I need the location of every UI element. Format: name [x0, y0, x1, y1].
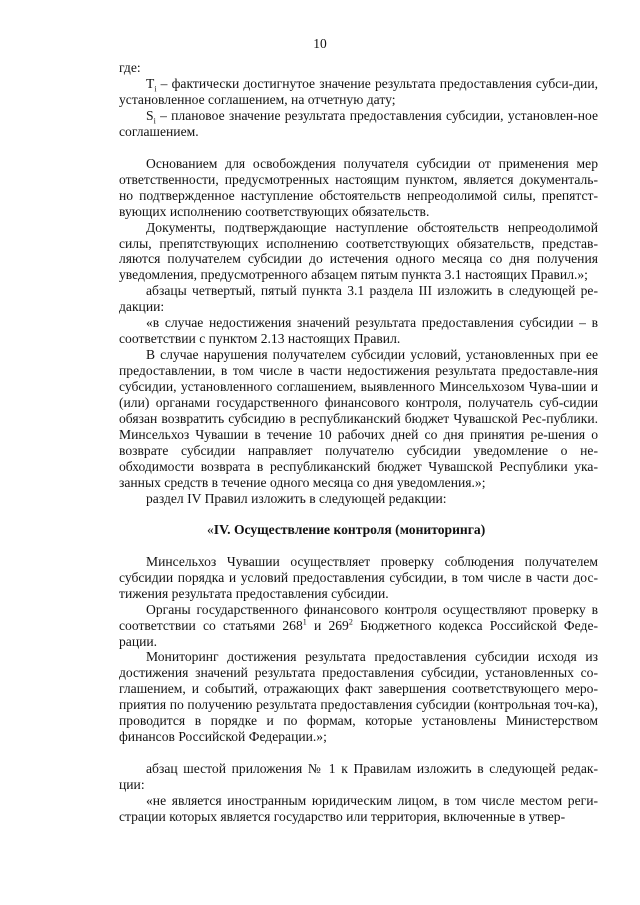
paragraph-ministry-inspection: Минсельхоз Чувашии осуществляет проверку соблюдения получателем субсидии порядка и условий предоставления субсидии, в том числе в части дос-тижения результата предоставления субсидии. [119, 553, 598, 601]
paragraph-monitoring: Мониторинг достижения результата предоставления субсидии исходя из достижения значений результата предоставления субсидии, установленных со-глашением, и событий, отражающих факт завершения соответствующего меро-приятия по получению результата предоставления субсидии (контрольная точ-ка), проводится в порядке и по формам, которые установлены Министерством финансов Российской Федерации.»; [119, 649, 598, 745]
financial-control-text-1: Органы государственного финансового контроля осуществляют проверку в соответствии со статьями 268 [119, 601, 598, 633]
heading-quote-mark: « [207, 521, 214, 537]
paragraph-ti-definition [119, 76, 598, 108]
ti-definition-text: – фактически достигнутое значение результата предоставления субси-дии, установленное соглашением, на отчетную дату; [119, 75, 598, 107]
var-t-index: i [154, 84, 157, 94]
section-heading [119, 522, 598, 538]
var-s: S [146, 107, 154, 123]
paragraph-violation-refund: В случае нарушения получателем субсидии условий, установленных при ее предоставлении, в том числе в части недостижения результата предоставле-ния субсидии, установленного соглашением, выявленного Минсельхозом Чува-шии и (или) органами государственного финансового контроля, получатель суб-сидии обязан возвратить субсидию в республиканский бюджет Чувашской Рес-публики. Минсельхоз Чувашии в течение 10 рабочих дней со дня принятия ре-шения о возврате субсидии направляет получателю субсидии уведомление о не-обходимости возврата в республиканский бюджет Чувашской Республики ука-занных средств в течение одного месяца со дня уведомления.»; [119, 347, 598, 490]
paragraph-quote-not-foreign-entity: «не является иностранным юридическим лицом, в том числе местом реги-страции которых является государство или территория, включенные в утвер- [119, 793, 598, 825]
financial-control-text-3: Бюджетного кодекса Российской Феде-рации. [119, 617, 599, 649]
paragraph-release-grounds: Основанием для освобождения получателя субсидии от применения мер ответственности, предусмотренных настоящим пунктом, является документаль-но подтвержденное наступление обстоятельств непреодолимой силы, препятст-вующих исполнению соответствующих обязательств. [119, 155, 598, 219]
var-s-index: i [153, 116, 156, 126]
heading-title: IV. Осуществление контроля (мониторинга) [213, 521, 486, 537]
spacer [119, 507, 598, 522]
paragraph-where: где: [119, 60, 141, 75]
spacer [119, 140, 598, 156]
document-body [119, 60, 598, 825]
paragraph-amend-appendix-1: абзац шестой приложения № 1 к Правилам изложить в следующей редак-ции: [119, 761, 598, 793]
spacer [119, 538, 598, 554]
spacer [119, 745, 598, 761]
paragraph-amend-section-3-1: абзацы четвертый, пятый пункта 3.1 раздела III изложить в следующей ре-дакции: [119, 283, 598, 315]
page-number: 10 [313, 36, 327, 51]
financial-control-text-2: и 269 [306, 617, 349, 633]
paragraph-force-majeure-documents: Документы, подтверждающие наступление обстоятельств непреодолимой силы, препятствующих исполнению соответствующих обязательств, представ-ляются получателем субсидии до истечения одного месяца со дня получения уведомления, предусмотренного абзацем пятым пункта 3.1 настоящих Правил.»; [119, 219, 598, 283]
paragraph-amend-section-iv: раздел IV Правил изложить в следующей редакции: [146, 490, 447, 506]
paragraph-quote-non-achievement: «в случае недостижения значений результата предоставления субсидии – в соответствии с пунктом 2.13 настоящих Правил. [119, 315, 598, 347]
article-268-superscript: 1 [302, 617, 307, 627]
si-definition-text: – плановое значение результата предоставления субсидии, установлен-ное соглашением. [119, 107, 598, 139]
paragraph-financial-control [119, 602, 598, 650]
var-t: T [146, 75, 155, 91]
paragraph-si-definition [119, 108, 598, 140]
article-269-superscript: 2 [348, 617, 353, 627]
